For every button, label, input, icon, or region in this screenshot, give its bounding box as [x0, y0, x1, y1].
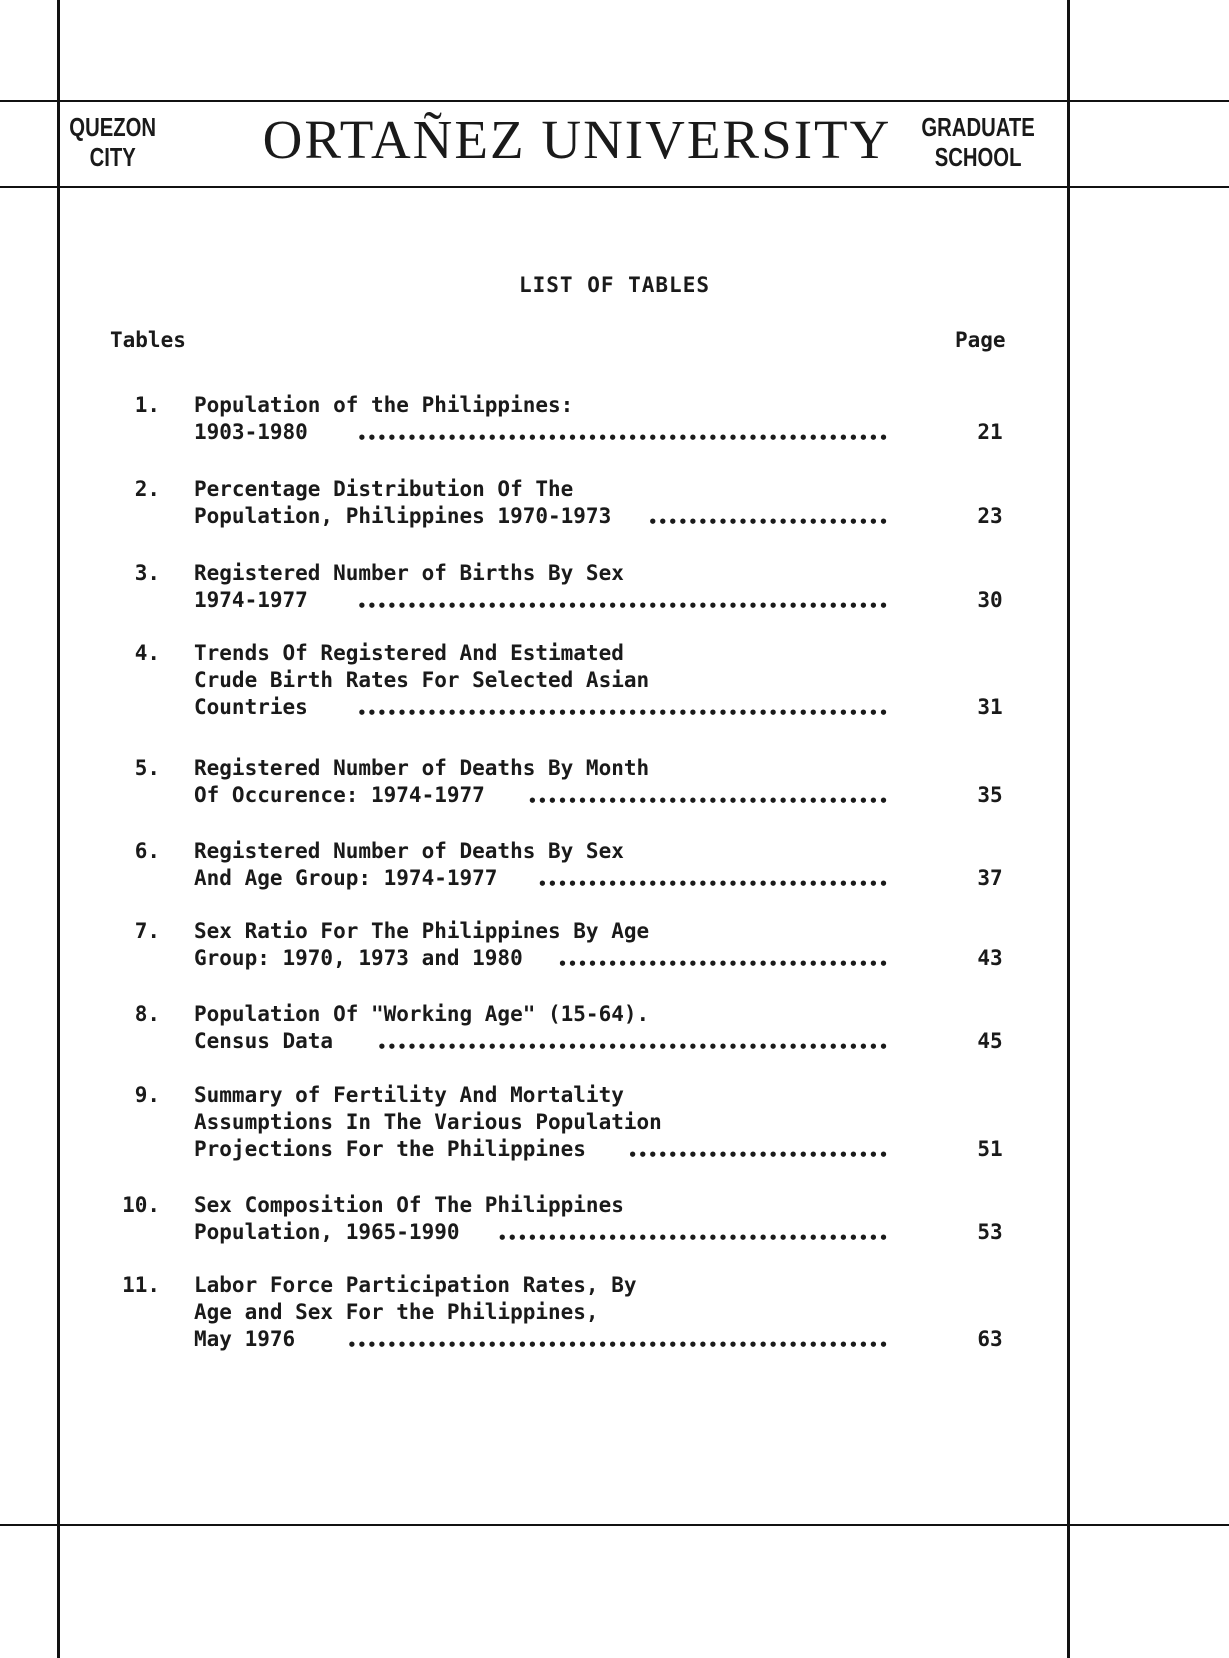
leader-dots: ••••••••••••••••••••••••••••••••••••••••••••••••••••• [357, 704, 889, 722]
page-number: 35 [977, 783, 1003, 807]
letterhead-school [904, 112, 1052, 172]
table-title-line: Census Data [194, 1029, 334, 1053]
table-number: 9. [134, 1083, 160, 1107]
leader-dots: ••••••••••••••••••••••••••••••••• [557, 955, 889, 973]
leader-dots: •••••••••••••••••••••••••••••••••••••••••••••••••••••• [347, 1336, 889, 1354]
table-title-line: And Age Group: 1974-1977 [194, 866, 498, 890]
letterhead-city-line2: CITY [89, 142, 136, 172]
leader-dots: ••••••••••••••••••••••••••••••••••••••••••••••••••••• [357, 597, 889, 615]
table-title-line: Summary of Fertility And Mortality [194, 1083, 624, 1107]
letterhead-school-line1: GRADUATE [921, 112, 1035, 142]
column-header-tables: Tables [110, 328, 186, 352]
table-number: 11. [122, 1273, 160, 1297]
table-title-line: Registered Number of Births By Sex [194, 561, 624, 585]
column-header-page: Page [955, 328, 1006, 352]
table-title-line: Projections For the Philippines [194, 1137, 586, 1161]
leader-dots: ••••••••••••••••••••••••••••••••••• [537, 875, 889, 893]
leader-dots: ••••••••••••••••••••••••••••••••••••••• [497, 1229, 889, 1247]
page-number: 30 [977, 588, 1003, 612]
page-number: 63 [977, 1327, 1003, 1351]
table-number: 10. [122, 1193, 160, 1217]
leader-dots: ••••••••••••••••••••••••••••••••••••••••••••••••••••• [357, 429, 889, 447]
leader-dots: •••••••••••••••••••••••••• [628, 1146, 889, 1164]
table-title-line: Population, Philippines 1970-1973 [194, 504, 612, 528]
table-number: 4. [134, 641, 160, 665]
page-number: 23 [977, 504, 1003, 528]
university-name: ORTAÑEZ UNIVERSITY [262, 109, 892, 170]
table-number: 5. [134, 756, 160, 780]
table-title-line: Age and Sex For the Philippines, [194, 1300, 599, 1324]
table-number: 1. [134, 393, 160, 417]
table-number: 2. [134, 477, 160, 501]
leader-dots: •••••••••••••••••••••••• [648, 513, 889, 531]
table-title-line: Percentage Distribution Of The [194, 477, 574, 501]
left-margin-rule [57, 0, 60, 1658]
table-title-line: Registered Number of Deaths By Sex [194, 839, 624, 863]
table-number: 6. [134, 839, 160, 863]
table-title-line: Labor Force Participation Rates, By [194, 1273, 637, 1297]
page-number: 45 [977, 1029, 1003, 1053]
page-number: 51 [977, 1137, 1003, 1161]
table-title-line: Sex Composition Of The Philippines [194, 1193, 624, 1217]
page-title: LIST OF TABLES [518, 273, 710, 297]
table-title-line: 1974-1977 [194, 588, 308, 612]
footer-rule [0, 1524, 1229, 1526]
table-title-line: Sex Ratio For The Philippines By Age [194, 919, 650, 943]
table-title-line: Population Of "Working Age" (15-64). [194, 1002, 650, 1026]
letterhead [62, 105, 1062, 185]
header-bottom-rule [0, 186, 1229, 188]
letterhead-city-line1: QUEZON [69, 112, 157, 142]
page-number: 21 [977, 420, 1003, 444]
leader-dots: •••••••••••••••••••••••••••••••••••• [527, 792, 889, 810]
page-number: 37 [977, 866, 1003, 890]
table-title-line: 1903-1980 [194, 420, 308, 444]
table-title-line: Of Occurence: 1974-1977 [194, 783, 485, 807]
table-title-line: Trends Of Registered And Estimated [194, 641, 624, 665]
page-number: 31 [977, 695, 1003, 719]
header-top-rule [0, 100, 1229, 102]
leader-dots: ••••••••••••••••••••••••••••••••••••••••••••••••••• [377, 1038, 889, 1056]
table-title-line: Countries [194, 695, 308, 719]
table-number: 8. [134, 1002, 160, 1026]
right-margin-rule [1067, 0, 1070, 1658]
table-title-line: Crude Birth Rates For Selected Asian [194, 668, 650, 692]
table-title-line: Population, 1965-1990 [194, 1220, 460, 1244]
letterhead-city [62, 112, 163, 172]
table-number: 7. [134, 919, 160, 943]
table-title-line: Registered Number of Deaths By Month [194, 756, 650, 780]
table-title-line: Population of the Philippines: [194, 393, 574, 417]
page-number: 43 [977, 946, 1003, 970]
table-title-line: May 1976 [194, 1327, 296, 1351]
letterhead-school-line2: SCHOOL [934, 142, 1022, 172]
page-number: 53 [977, 1220, 1003, 1244]
table-number: 3. [134, 561, 160, 585]
table-title-line: Assumptions In The Various Population [194, 1110, 662, 1134]
table-title-line: Group: 1970, 1973 and 1980 [194, 946, 523, 970]
